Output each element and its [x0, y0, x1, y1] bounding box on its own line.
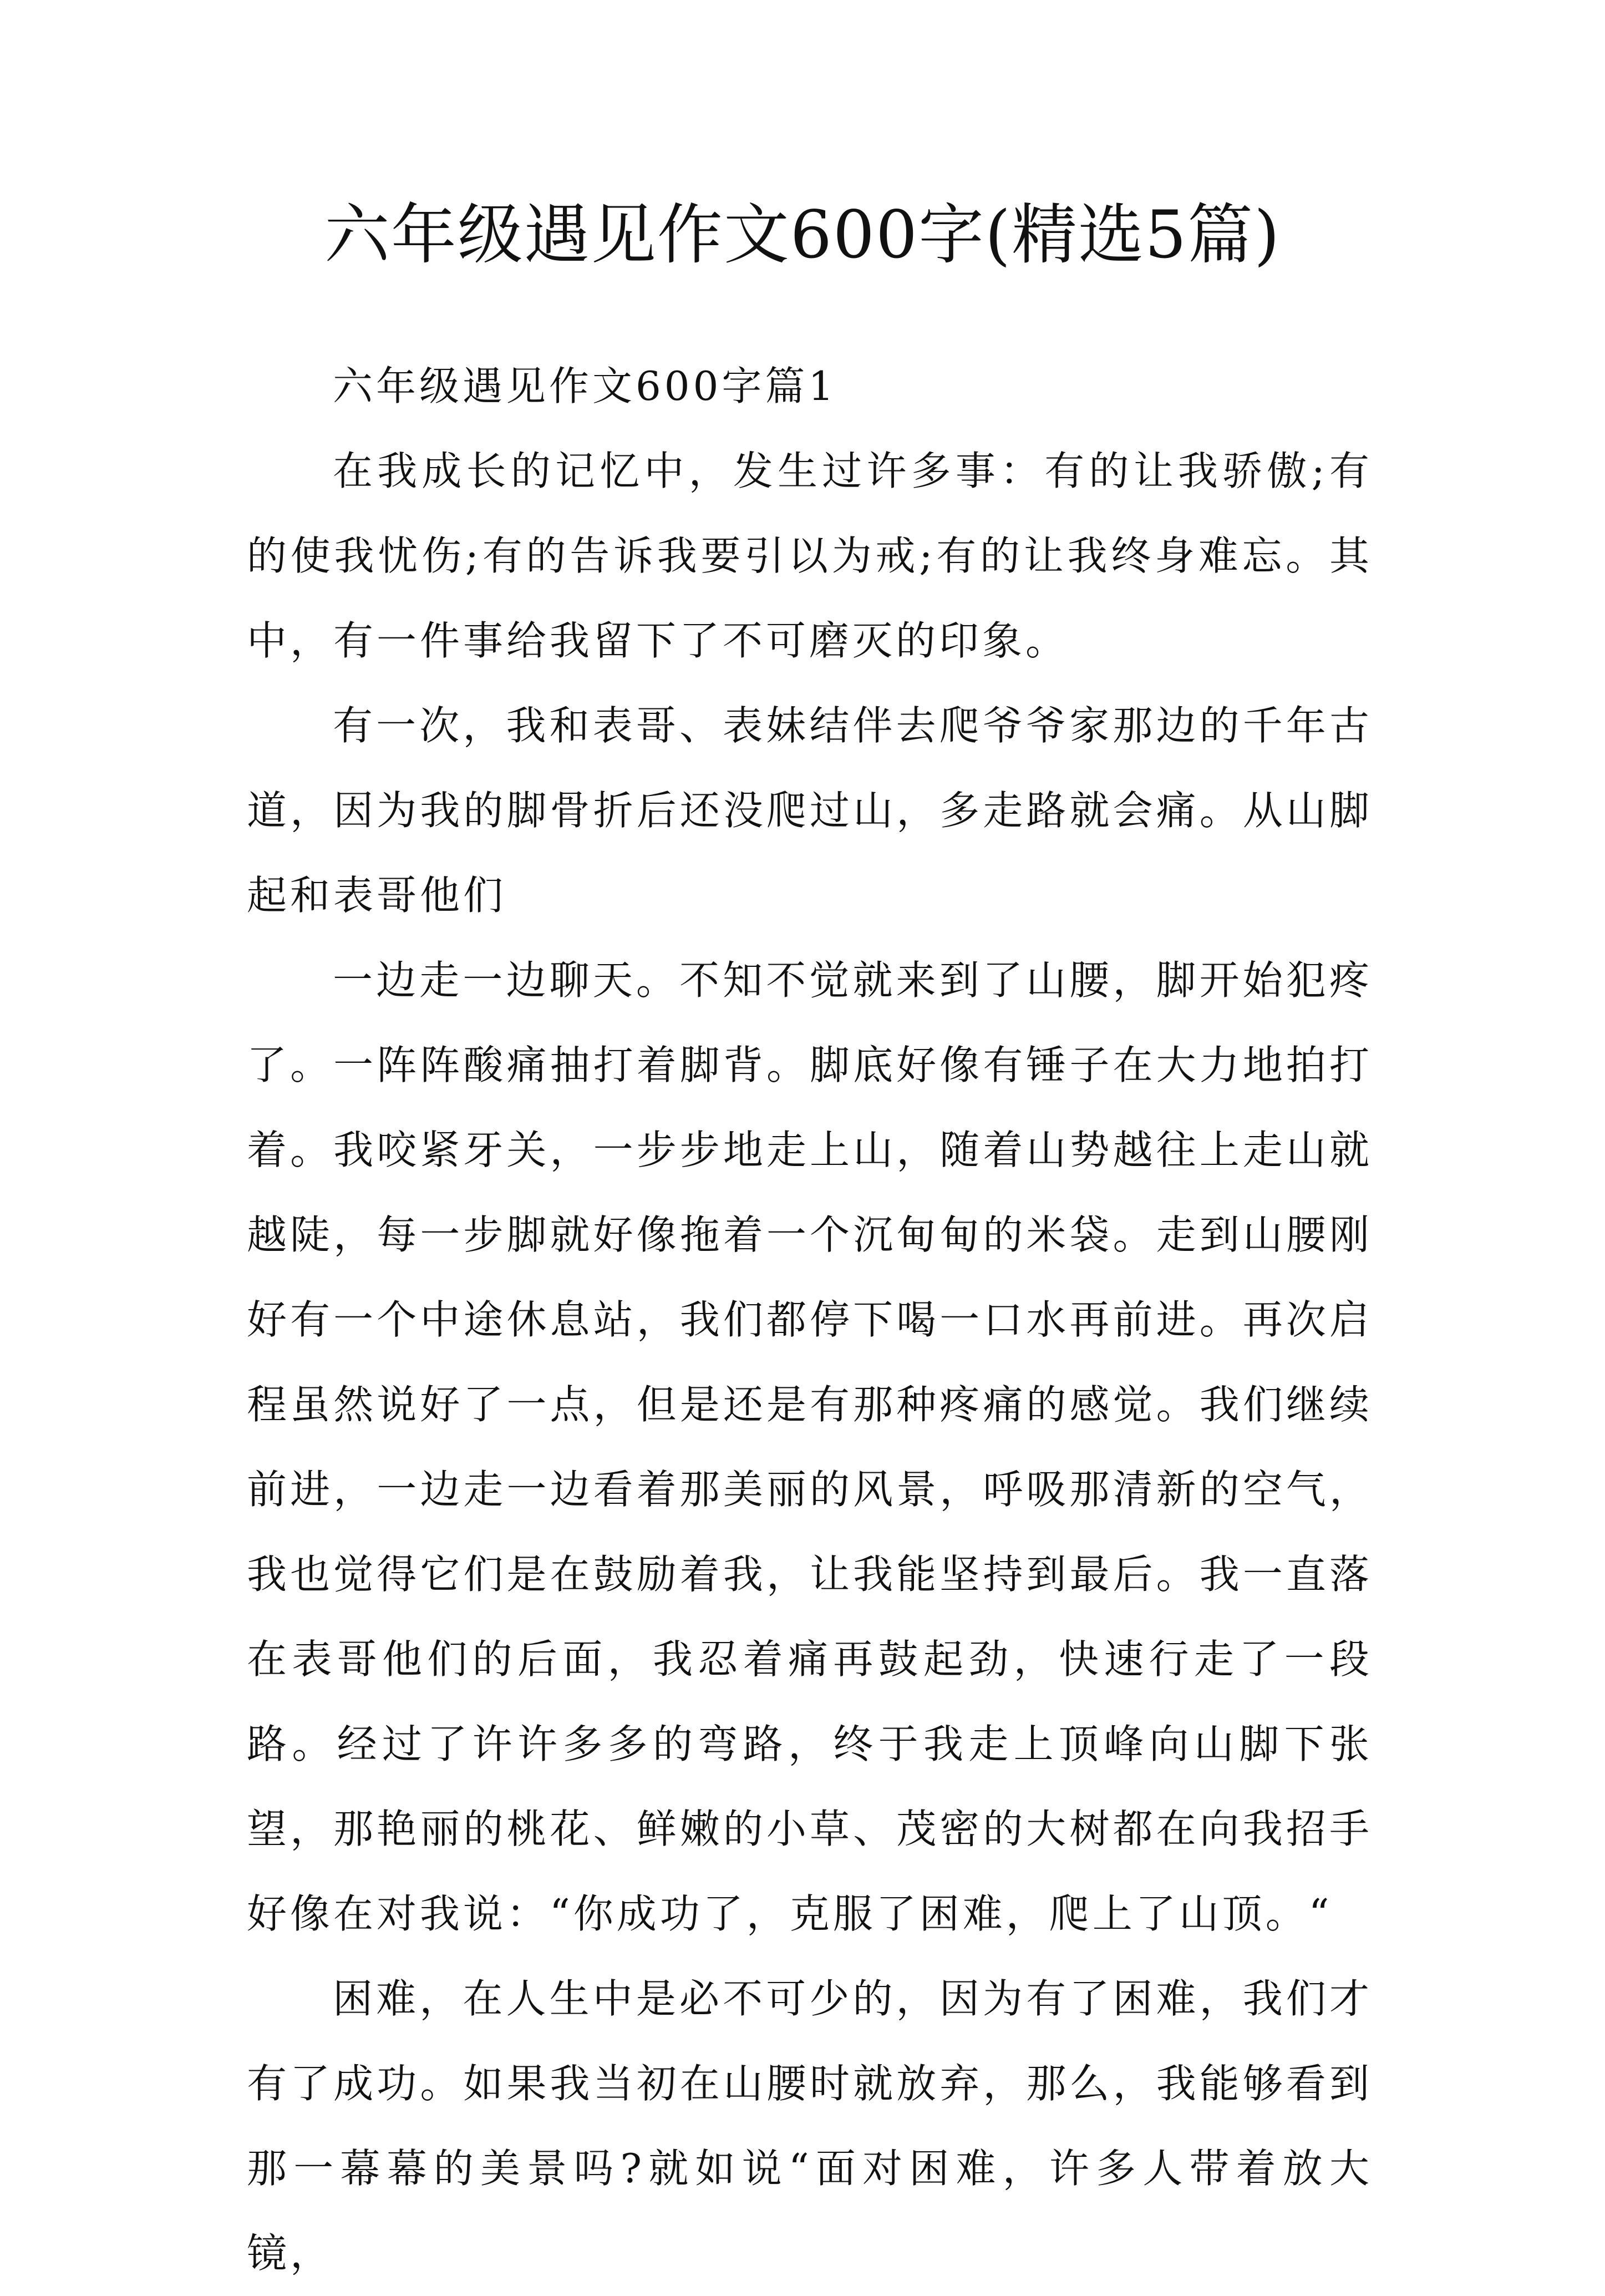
section-heading: 六年级遇见作文600字篇1: [333, 363, 837, 409]
paragraph-4: 困难，在人生中是必不可少的，因为有了困难，我们才有了成功。如果我当初在山腰时就放弃，那么，我能够看到那一幕幕的美景吗?就如说“面对困难，许多人带着放大镜，: [247, 1975, 1373, 2277]
paragraph-1: 在我成长的记忆中，发生过许多事：有的让我骄傲;有的使我忧伤;有的告诉我要引以为戒;有的让我终身难忘。其中，有一件事给我留下了不可磨灭的印象。: [247, 448, 1373, 664]
document-title: 六年级遇见作文600字(精选5篇): [324, 196, 1281, 273]
document-body: [247, 344, 1373, 2296]
paragraph-2: 有一次，我和表哥、表妹结伴去爬爷爷家那边的千年古道，因为我的脚骨折后还没爬过山，多走路就会痛。从山脚起和表哥他们: [247, 702, 1373, 919]
paragraph-3: 一边走一边聊天。不知不觉就来到了山腰，脚开始犯疼了。一阵阵酸痛抽打着脚背。脚底好像有锤子在大力地拍打着。我咬紧牙关，一步步地走上山，随着山势越往上走山就越陡，每一步脚就好像拖着一个沉甸甸的米袋。走到山腰刚好有一个中途休息站，我们都停下喝一口水再前进。再次启程虽然说好了一点，但是还是有那种疼痛的感觉。我们继续前进，一边走一边看着那美丽的风景，呼吸那清新的空气，我也觉得它们是在鼓励着我，让我能坚持到最后。我一直落在表哥他们的后面，我忍着痛再鼓起劲，快速行走了一段路。经过了许许多多的弯路，终于我走上顶峰向山脚下张望，那艳丽的桃花、鲜嫩的小草、茂密的大树都在向我招手好像在对我说：“你成功了，克服了困难，爬上了山顶。“: [247, 957, 1373, 1937]
